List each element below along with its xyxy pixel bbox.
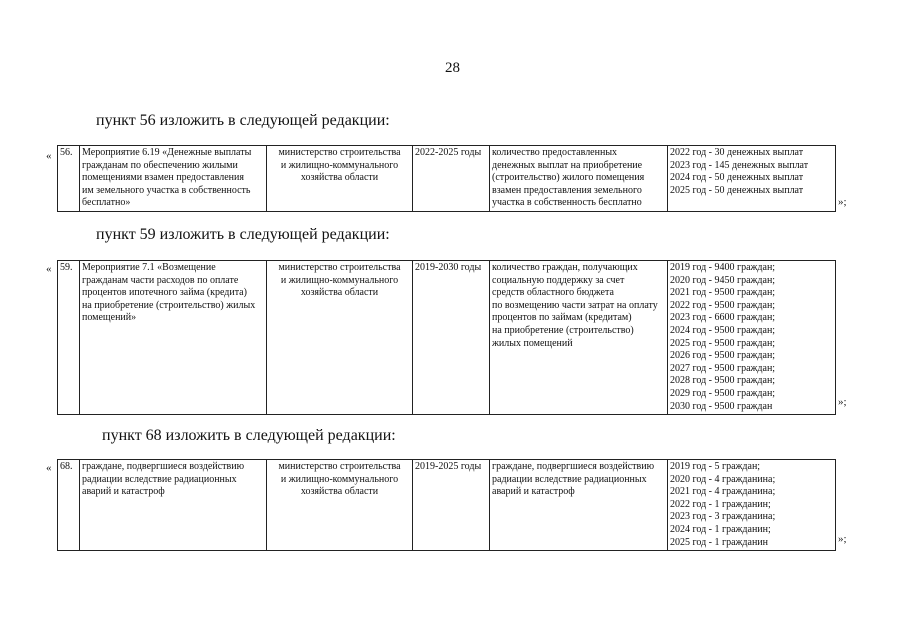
value-line: 2019 год - 9400 граждан; bbox=[670, 262, 776, 273]
section-heading-59: пункт 59 изложить в следующей редакции: bbox=[96, 226, 390, 243]
page-number: 28 bbox=[445, 60, 460, 76]
executor-line: хозяйства области bbox=[300, 486, 379, 498]
years-cell: 2019-2030 годы bbox=[413, 261, 490, 415]
indicator-line: (строительство) жилого помещения bbox=[492, 172, 645, 184]
section-heading-56: пункт 56 изложить в следующей редакции: bbox=[96, 112, 390, 129]
event-line: граждане, подвергшиеся воздействию bbox=[82, 461, 245, 472]
indicator-line: граждане, подвергшиеся воздействию bbox=[492, 461, 655, 472]
value-line: 2025 год - 9500 граждан; bbox=[670, 337, 776, 349]
values-cell bbox=[668, 261, 836, 415]
value-line: 2019 год - 5 граждан; bbox=[670, 461, 761, 472]
value-line: 2023 год - 6600 граждан; bbox=[670, 312, 776, 324]
value-line: 2021 год - 4 гражданина; bbox=[670, 486, 776, 498]
table-row bbox=[58, 146, 836, 212]
event-cell bbox=[80, 146, 267, 212]
value-line: 2020 год - 4 гражданина; bbox=[670, 473, 776, 485]
value-line: 2026 год - 9500 граждан; bbox=[670, 350, 776, 362]
indicator-line: взамен предоставления земельного bbox=[492, 184, 642, 196]
open-quote: « bbox=[46, 462, 52, 474]
event-line: помещениями взамен предоставления bbox=[82, 172, 244, 184]
executor-line: министерство строительства bbox=[278, 262, 401, 273]
indicator-line: по возмещению части затрат на оплату bbox=[492, 299, 658, 311]
event-line: бесплатно» bbox=[82, 197, 131, 209]
years-cell: 2019-2025 годы bbox=[413, 460, 490, 551]
executor-line: министерство строительства bbox=[278, 461, 401, 472]
event-line: на приобретение (строительство) жилых bbox=[82, 299, 256, 311]
event-line: им земельного участка в собственность bbox=[82, 184, 251, 196]
event-line: процентов ипотечного займа (кредита) bbox=[82, 287, 247, 299]
value-line: 2025 год - 50 денежных выплат bbox=[670, 184, 804, 196]
event-cell bbox=[80, 460, 267, 551]
executor-line: хозяйства области bbox=[300, 287, 379, 299]
executor-cell bbox=[267, 460, 413, 551]
years-cell: 2022-2025 годы bbox=[413, 146, 490, 212]
executor-line: министерство строительства bbox=[278, 147, 401, 158]
event-line: радиации вследствие радиационных bbox=[82, 473, 237, 485]
executor-cell bbox=[267, 261, 413, 415]
amendment-table-56 bbox=[57, 145, 836, 212]
value-line: 2028 год - 9500 граждан; bbox=[670, 375, 776, 387]
event-line: Мероприятие 7.1 «Возмещение bbox=[82, 262, 216, 273]
event-line: помещений» bbox=[82, 312, 137, 324]
event-line: аварий и катастроф bbox=[82, 486, 165, 498]
value-line: 2030 год - 9500 граждан bbox=[670, 400, 773, 412]
indicator-line: средств областного бюджета bbox=[492, 287, 614, 299]
values-cell bbox=[668, 460, 836, 551]
indicator-line: участка в собственность бесплатно bbox=[492, 197, 642, 209]
value-line: 2029 год - 9500 граждан; bbox=[670, 387, 776, 399]
indicator-line: жилых помещений bbox=[492, 337, 573, 349]
event-line: гражданам по обеспечению жилыми bbox=[82, 159, 238, 171]
indicator-line: денежных выплат на приобретение bbox=[492, 159, 643, 171]
indicator-cell bbox=[490, 146, 668, 212]
executor-line: и жилищно-коммунального bbox=[280, 274, 399, 286]
indicator-line: количество граждан, получающих bbox=[492, 262, 638, 273]
event-line: Мероприятие 6.19 «Денежные выплаты bbox=[82, 147, 252, 158]
value-line: 2022 год - 9500 граждан; bbox=[670, 299, 776, 311]
indicator-line: социальную поддержку за счет bbox=[492, 274, 625, 286]
event-line: гражданам части расходов по оплате bbox=[82, 274, 239, 286]
indicator-line: процентов по займам (кредитам) bbox=[492, 312, 632, 324]
row-number: 59. bbox=[58, 261, 80, 415]
value-line: 2025 год - 1 гражданин bbox=[670, 536, 769, 548]
value-line: 2020 год - 9450 граждан; bbox=[670, 274, 776, 286]
executor-line: и жилищно-коммунального bbox=[280, 159, 399, 171]
value-line: 2027 год - 9500 граждан; bbox=[670, 362, 776, 374]
executor-cell bbox=[267, 146, 413, 212]
indicator-line: аварий и катастроф bbox=[492, 486, 575, 498]
executor-line: хозяйства области bbox=[300, 172, 379, 184]
close-quote: »; bbox=[838, 396, 847, 408]
executor-line: и жилищно-коммунального bbox=[280, 473, 399, 485]
row-number: 68. bbox=[58, 460, 80, 551]
open-quote: « bbox=[46, 263, 52, 275]
value-line: 2024 год - 9500 граждан; bbox=[670, 324, 776, 336]
close-quote: »; bbox=[838, 533, 847, 545]
amendment-table-68 bbox=[57, 459, 836, 551]
indicator-cell bbox=[490, 460, 668, 551]
open-quote: « bbox=[46, 150, 52, 162]
indicator-line: на приобретение (строительство) bbox=[492, 324, 634, 336]
section-heading-68: пункт 68 изложить в следующей редакции: bbox=[102, 427, 396, 444]
value-line: 2024 год - 1 гражданин; bbox=[670, 523, 771, 535]
value-line: 2022 год - 1 гражданин; bbox=[670, 498, 771, 510]
close-quote: »; bbox=[838, 196, 847, 208]
table-row bbox=[58, 460, 836, 551]
value-line: 2024 год - 50 денежных выплат bbox=[670, 172, 804, 184]
indicator-line: количество предоставленных bbox=[492, 147, 618, 158]
indicator-line: радиации вследствие радиационных bbox=[492, 473, 647, 485]
values-cell bbox=[668, 146, 836, 212]
event-cell bbox=[80, 261, 267, 415]
value-line: 2023 год - 3 гражданина; bbox=[670, 511, 776, 523]
indicator-cell bbox=[490, 261, 668, 415]
value-line: 2023 год - 145 денежных выплат bbox=[670, 159, 809, 171]
table-row bbox=[58, 261, 836, 415]
row-number: 56. bbox=[58, 146, 80, 212]
value-line: 2022 год - 30 денежных выплат bbox=[670, 147, 804, 158]
amendment-table-59 bbox=[57, 260, 836, 415]
value-line: 2021 год - 9500 граждан; bbox=[670, 287, 776, 299]
